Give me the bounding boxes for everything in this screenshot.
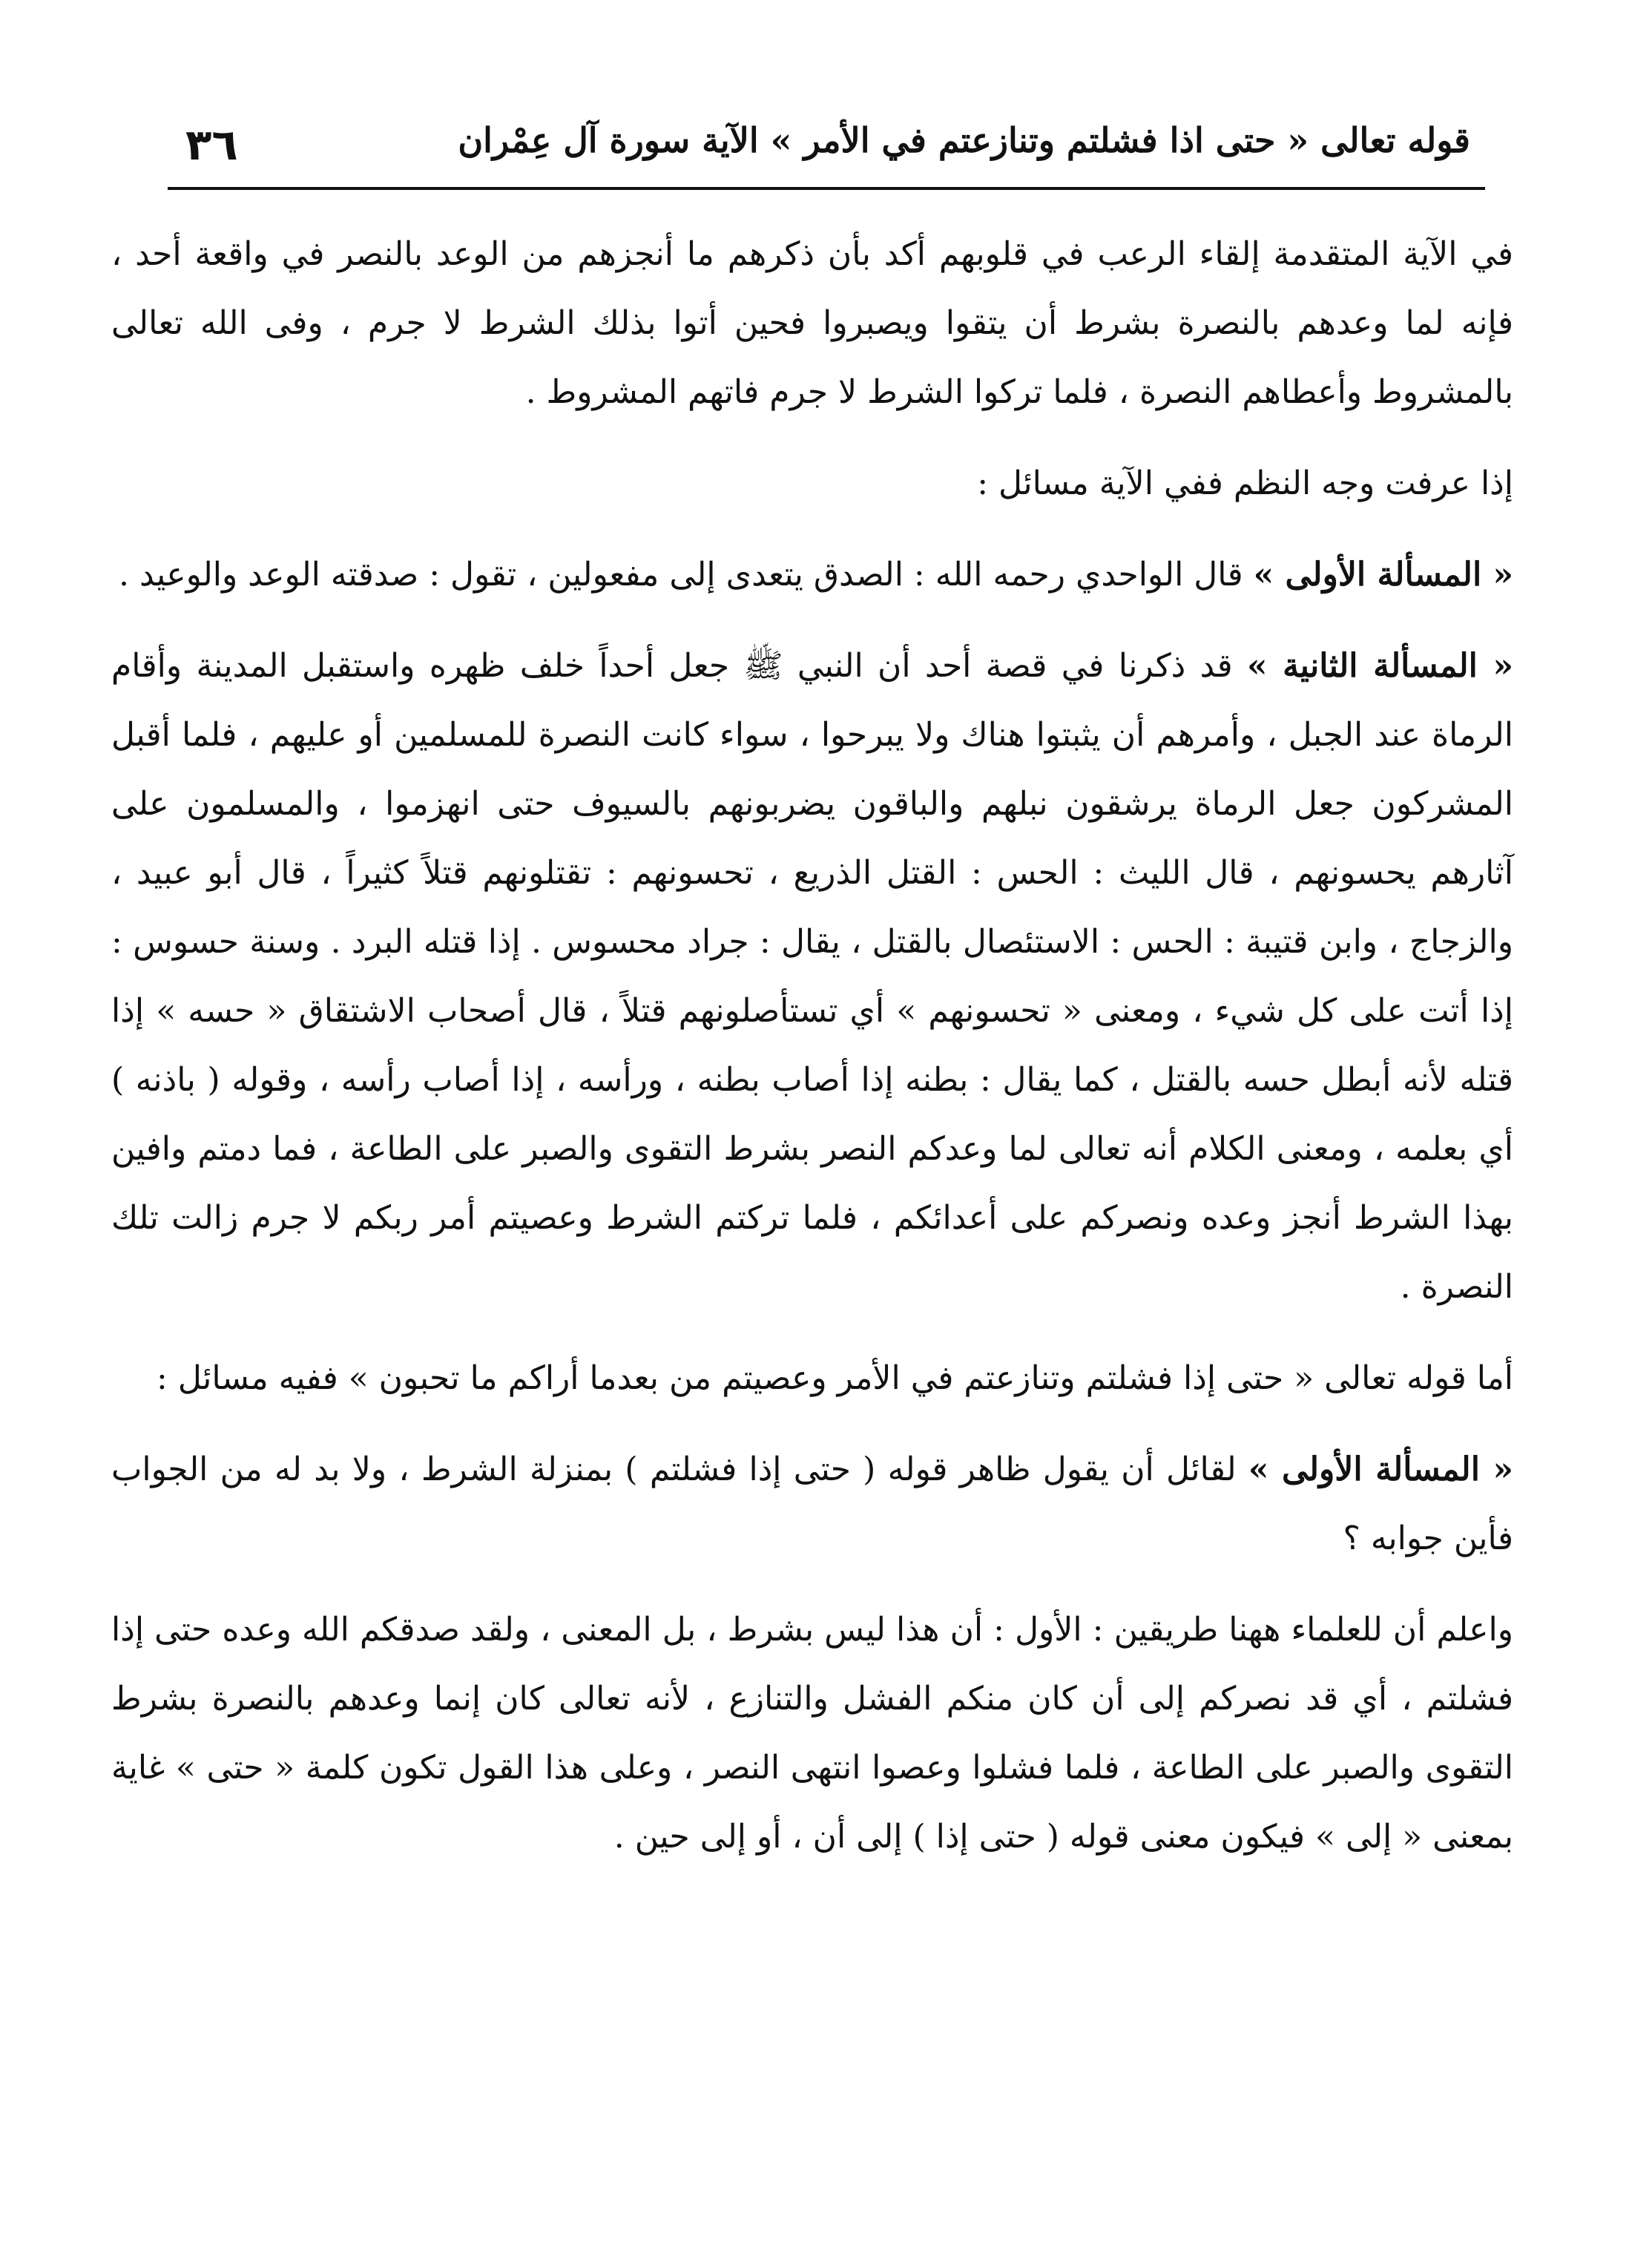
- paragraph-2-text: إذا عرفت وجه النظم ففي الآية مسائل :: [977, 464, 1513, 502]
- paragraph-5: [111, 1344, 1513, 1413]
- paragraph-1-text: في الآية المتقدمة إلقاء الرعب في قلوبهم أكد بأن ذكرهم ما أنجزهم من الوعد بالنصر في واقعة أحد ، فإنه لما وعدهم بالنصرة بشرط أن يتقوا ويصبروا فحين أتوا بذلك الشرط لا جرم ، وفى الله تعالى بالمشروط وأعطاهم النصرة ، فلما تركوا الشرط لا جرم فاتهم المشروط .: [111, 235, 1513, 411]
- paragraph-6-text: لقائل أن يقول ظاهر قوله ( حتى إذا فشلتم ) بمنزلة الشرط ، ولا بد له من الجواب فأين جوابه ؟: [111, 1451, 1513, 1557]
- paragraph-7-text: واعلم أن للعلماء ههنا طريقين : الأول : أن هذا ليس بشرط ، بل المعنى ، ولقد صدقكم الله وعده حتى إذا فشلتم ، أي قد نصركم إلى أن كان منكم الفشل والتنازع ، لأنه تعالى كان إنما وعدهم بالنصرة بشرط التقوى والصبر على الطاعة ، فلما فشلوا وعصوا انتهى النصر ، وعلى هذا القول تكون كلمة « حتى » غاية بمعنى « إلى » فيكون معنى قوله ( حتى إذا ) إلى أن ، أو إلى حين .: [111, 1611, 1513, 1856]
- paragraph-7: [111, 1595, 1513, 1871]
- paragraph-4: [111, 631, 1513, 1321]
- paragraph-5-text: أما قوله تعالى « حتى إذا فشلتم وتنازعتم في الأمر وعصيتم من بعدما أراكم ما تحبون » ففيه مسائل :: [157, 1359, 1513, 1397]
- paragraph-3-text: قال الواحدي رحمه الله : الصدق يتعدى إلى مفعولين ، تقول : صدقته الوعد والوعيد .: [118, 556, 1254, 594]
- paragraph-2: [111, 449, 1513, 518]
- page-number: ٣٦: [185, 119, 238, 170]
- issue-heading-3: « المسألة الأولى »: [1248, 1451, 1513, 1488]
- issue-heading-2: « المسألة الثانية »: [1246, 647, 1513, 685]
- issue-heading-1: « المسألة الأولى »: [1253, 556, 1513, 594]
- paragraph-1: [111, 220, 1513, 427]
- paragraph-4-text: قد ذكرنا في قصة أحد أن النبي ﷺ جعل أحداً خلف ظهره واستقبل المدينة وأقام الرماة عند الجبل ، وأمرهم أن يثبتوا هناك ولا يبرحوا ، سواء كانت النصرة للمسلمين أو عليهم ، فلما أقبل المشركون جعل الرماة يرشقون نبلهم والباقون يضربونهم بالسيوف حتى انهزموا ، والمسلمون على آثارهم يحسونهم ، قال الليث : الحس : القتل الذريع ، تحسونهم : تقتلونهم قتلاً كثيراً ، قال أبو عبيد ، والزجاج ، وابن قتيبة : الحس : الاستئصال بالقتل ، يقال : جراد محسوس . إذا قتله البرد . وسنة حسوس : إذا أتت على كل شيء ، ومعنى « تحسونهم » أي تستأصلونهم قتلاً ، قال أصحاب الاشتقاق « حسه » إذا قتله لأنه أبطل حسه بالقتل ، كما يقال : بطنه إذا أصاب بطنه ، ورأسه ، إذا أصاب رأسه ، وقوله ( باذنه ) أي بعلمه ، ومعنى الكلام أنه تعالى لما وعدكم النصر بشرط التقوى والصبر على الطاعة ، فما دمتم وافين بهذا الشرط أنجز وعده ونصركم على أعدائكم ، فلما تركتم الشرط وعصيتم أمر ربكم لا جرم زالت تلك النصرة .: [111, 647, 1514, 1306]
- paragraph-6: [111, 1435, 1513, 1573]
- paragraph-3: [111, 540, 1513, 609]
- page-header: [168, 117, 1485, 181]
- page-body: [111, 220, 1513, 1893]
- header-rule: [168, 187, 1485, 190]
- running-title: قوله تعالى « حتى اذا فشلتم وتنازعتم في الأمر » الآية سورة آل عِمْران: [458, 120, 1470, 160]
